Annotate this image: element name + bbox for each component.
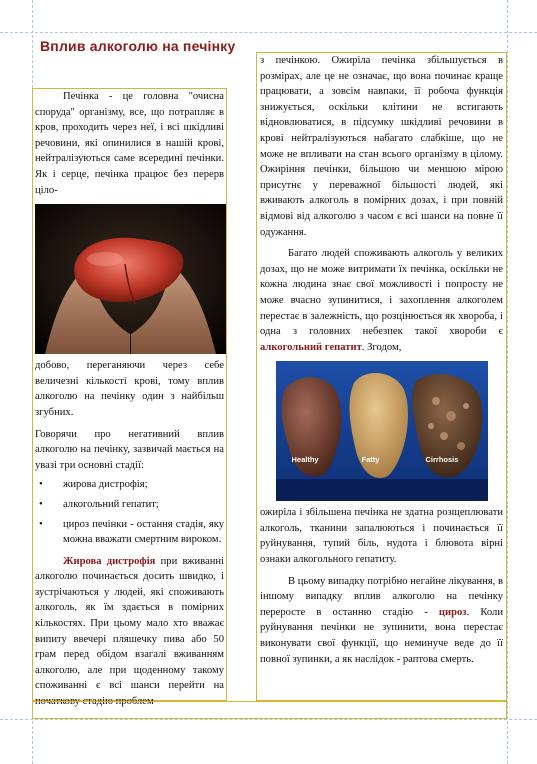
paragraph-intro-continued: добово, переганяючи через себе величезні кількості крові, тому вплив алкоголю на печінку один з найбільш згубних. (35, 360, 224, 418)
bullet-icon: • (39, 479, 43, 491)
paragraph-hepatitis-continued: ожиріла і збільшена печінка не здатна розщеплювати алкоголь, тканини запалюються і починається її руйнування, тупий біль, нудота і блювота вірні ознаки алкогольного гепатиту. (260, 507, 503, 566)
paragraph-fatty-liver: Жирова дистрофія при вживанні алкоголю починається досить швидко, і зустрічаються у людей, які споживають алкоголь, як їм здається в помірних кількостях. При цьому мало хто вважає випиту ввечері пляшечку пива або 50 грам перед обідом взагалі вживанням алкоголю, але при щоденному такому споживанні є всі шанси перейти на початкову стадію проблем (35, 555, 224, 708)
layout-guide (0, 32, 537, 33)
paragraph-cirrhosis: В цьому випадку потрібно негайне лікування, в іншому випадку вплив алкоголю на печінку переросте в останню стадію - цироз. Коли руйнування печінки не зупинити, вона перестає виконувати свої функції, що неминуче веде до її повної зупинки, а як наслідок - раптова смерть. (260, 575, 504, 665)
page-title: Вплив алкоголю на печінку (40, 38, 236, 54)
list-item: • цироз печінки - остання стадія, яку можна вважати смертним вироком. (39, 518, 224, 546)
layout-guide (0, 719, 537, 720)
footer-frame (32, 701, 507, 719)
paragraph-hepatitis: Багато людей споживають алкоголь у великих дозах, що не може витримати їх печінка, оскільки не кожна людина знає свої можливості і попросту не може вчасно зупинитися, і захоплення алкоголем перестає в залежність, що розцінюється як хвороба, і одна з головних небезпек такої хвороби є алкогольний гепатит. Згодом, (260, 248, 503, 353)
text-column-left (32, 88, 227, 708)
term-alcoholic-hepatitis: алкогольний гепатит (260, 341, 362, 353)
liver-in-hands-image (35, 204, 226, 354)
term-fatty-dystrophy: Жирова дистрофія (63, 555, 156, 567)
bullet-icon: • (39, 498, 43, 510)
list-item: • жирова дистрофія; (35, 477, 224, 493)
list-item: • алкогольний гепатит; (35, 497, 224, 513)
paragraph-stages-intro: Говорячи про негативний вплив алкоголю на печінку, зазвичай мається на увазі три основні стадії: (35, 428, 224, 471)
label-fatty: Fatty (361, 454, 380, 464)
paragraph-intro: Печінка - це головна "очисна споруда" організму, все, що потрапляє в кров, проходить через неї, і всі шкідливі речовини, які опинилися в нашій крові, нейтралізуються саме всередині печінки. Як і серце, печінка працює без перерв ціло- (35, 91, 224, 196)
layout-guide (507, 0, 508, 764)
bullet-icon: • (39, 518, 43, 530)
term-cirrhosis: цироз (438, 606, 467, 618)
text-column-right (256, 52, 507, 701)
label-healthy: Healthy (291, 454, 319, 464)
paragraph-fatty-continued: з печінкою. Ожиріла печінка збільшується в розмірах, але це не означає, що вона починає краще працювати, а зовсім навпаки, її робоча функція знижується, оскільки клітини не встигають відновлюватися, в підсумку шкідливі речовини в крові нейтралізуються набагато слабкіше, що не може не впливати на стан всього організму в цілому. Ожиріння печінки, більшою чи меншою мірою присутнє у переважної більшості людей, які вживають алкоголь в помірних дозах, і при повній відмові від алкоголю з часом є всі шанси на повне її одужання. (260, 55, 503, 238)
label-cirrhosis: Cirrhosis (425, 454, 459, 464)
liver-comparison-image (276, 361, 488, 501)
stages-list (35, 477, 224, 547)
